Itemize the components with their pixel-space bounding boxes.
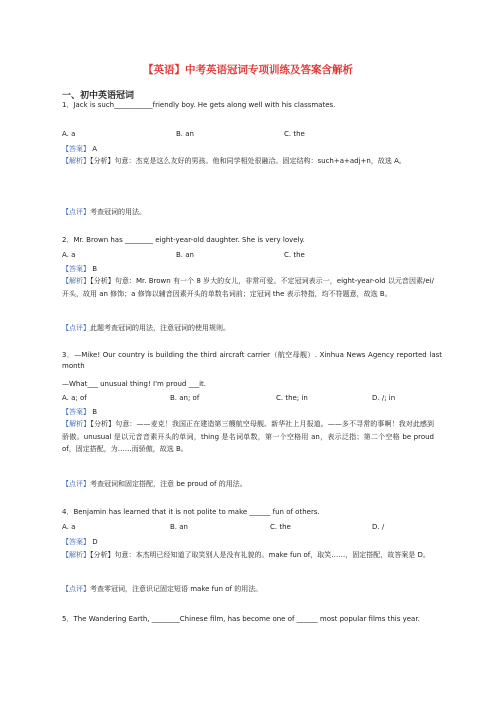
question-1-options [0, 130, 496, 139]
question-2-answer [62, 265, 97, 274]
comment-text: 考查冠词和固定搭配，注意 be proud of 的用法。 [90, 480, 247, 488]
option-b: B. an; of [170, 394, 200, 402]
question-1-stem: 1．Jack is such___________friendly boy. He gets along well with his classmates. [62, 101, 336, 109]
section-heading: 一、初中英语冠词 [62, 91, 135, 101]
comment-tag: 【点评】 [62, 324, 90, 332]
option-c: C. the [284, 251, 305, 259]
question-1-comment [62, 208, 146, 217]
question-4-analysis [62, 549, 434, 562]
question-3-comment [62, 480, 247, 489]
answer-value: D [92, 538, 98, 546]
option-b: B. an [170, 523, 188, 531]
option-a: A. a; of [62, 394, 87, 402]
option-b: B. an [176, 130, 194, 138]
question-1-analysis [62, 155, 434, 168]
question-2-options [0, 251, 496, 260]
analysis-text: 【分析】句意：——麦克！我国正在建造第三艘航空母舰。新华社上月报道。——多不寻常的事啊！我对此感到骄傲。unusual 是以元音音素开头的单词，thing 是名词单数，第一个空格用 an，表示泛指；第二个空格 be proud of，固定搭配，为……而骄傲，故选 B。 [62, 420, 435, 453]
option-a: A. a [62, 251, 76, 259]
comment-tag: 【点评】 [62, 585, 90, 593]
question-3-stem: 3．—Mike! Our country is building the third aircraft carrier（航空母舰）. Xinhua News Agency reported last month [62, 351, 442, 370]
answer-tag: 【答案】 [62, 408, 90, 416]
question-4-options [0, 523, 496, 532]
question-3-answer [62, 408, 97, 417]
analysis-text: 【分析】句意：Mr. Brown 有一个 8 岁大的女儿，非常可爱。不定冠词表示一，eight-year-old 以元音因素/ei/开头，故用 an 修饰；a 修饰以辅音因素开头的单数名词前；定冠词 the 表示特指，均不符题意，故选 B。 [62, 277, 435, 298]
comment-text: 此题考查冠词的用法，注意冠词的使用规则。 [90, 324, 230, 332]
question-1-answer [62, 145, 97, 154]
question-4-comment [62, 585, 262, 594]
document-title: 【英语】中考英语冠词专项训练及答案含解析 [143, 64, 353, 76]
question-4-answer [62, 538, 98, 547]
comment-text: 考查冠词的用法。 [90, 208, 146, 216]
option-c: C. the [270, 523, 291, 531]
question-3-stem-line2: —What___ unusual thing! I'm proud ___it. [62, 380, 207, 388]
question-3-options [0, 394, 496, 403]
option-b: B. an [176, 251, 194, 259]
analysis-tag: 【解析】 [62, 420, 91, 428]
option-c: C. the; in [276, 394, 308, 402]
analysis-tag: 【解析】 [62, 157, 90, 165]
question-2-comment [62, 324, 230, 333]
answer-tag: 【答案】 [62, 265, 90, 273]
question-5-stem: 5．The Wandering Earth, ________Chinese film, has become one of ______ most popular films this year. [62, 615, 420, 623]
analysis-tag: 【解析】 [62, 551, 90, 559]
analysis-text: 【分析】句意：杰克是这么友好的男孩。他和同学相处很融洽。固定结构：such+a+adj+n，故选 A。 [90, 157, 406, 165]
question-3-analysis [62, 418, 434, 456]
option-a: A. a [62, 523, 76, 531]
comment-tag: 【点评】 [62, 480, 90, 488]
question-4-stem: 4．Benjamin has learned that it is not polite to make ______ fun of others. [62, 508, 320, 516]
option-d: D. / [372, 523, 385, 531]
answer-tag: 【答案】 [62, 538, 90, 546]
analysis-text: 【分析】句意：本杰明已经知道了取笑别人是没有礼貌的。make fun of，取笑……，固定搭配，故答案是 D。 [90, 551, 430, 559]
option-c: C. the [284, 130, 305, 138]
comment-text: 考查零冠词，注意识记固定短语 make fun of 的用法。 [90, 585, 263, 593]
option-a: A. a [62, 130, 76, 138]
answer-tag: 【答案】 [62, 145, 90, 153]
question-2-analysis [62, 275, 434, 300]
question-2-stem: 2．Mr. Brown has ________ eight-year-old daughter. She is very lovely. [62, 236, 305, 244]
option-d: D. /; in [372, 394, 396, 402]
answer-value: A [92, 145, 98, 153]
answer-value: B [92, 408, 98, 416]
comment-tag: 【点评】 [62, 208, 90, 216]
answer-value: B [92, 265, 98, 273]
analysis-tag: 【解析】 [62, 277, 91, 285]
